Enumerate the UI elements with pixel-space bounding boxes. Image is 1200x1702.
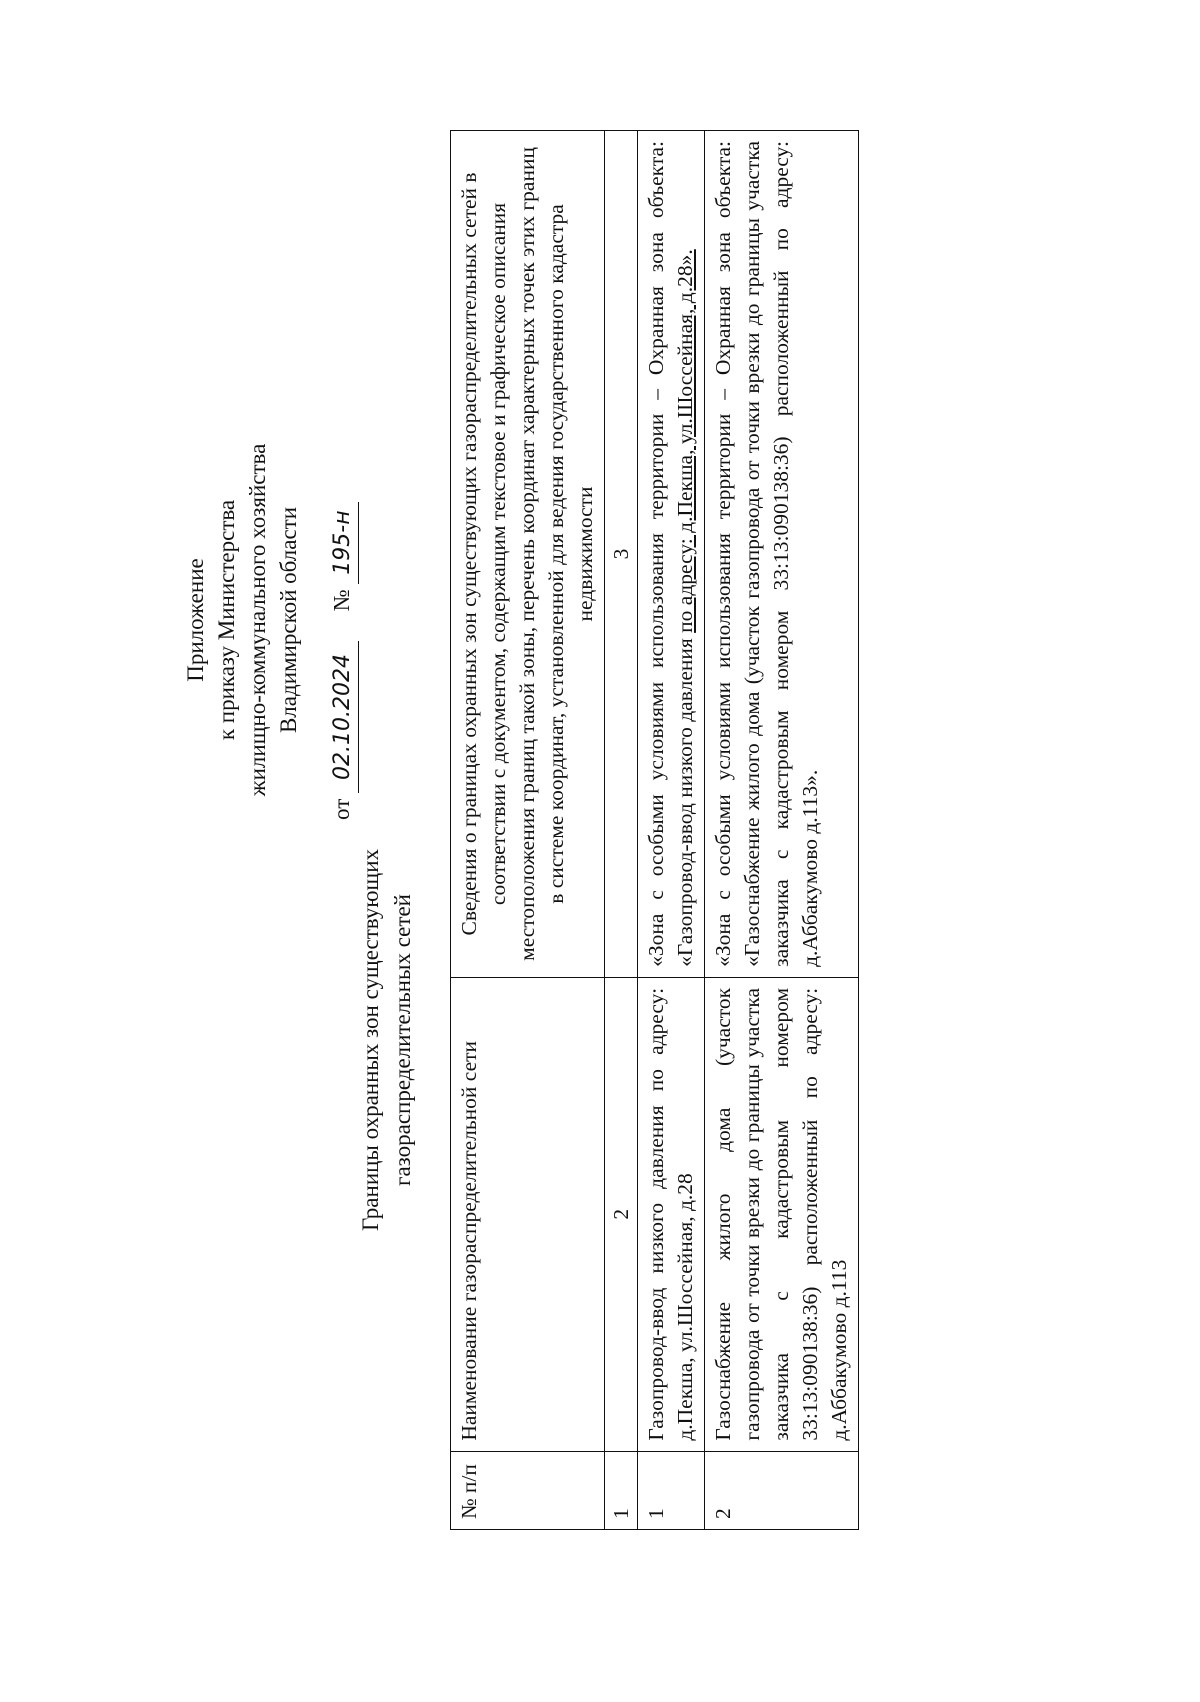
column-index-row (605, 131, 638, 1530)
document-page (160, 110, 1040, 1650)
row-1-info-address: по адресу: д.Пекша, ул.Шоссейная, д.28». (673, 249, 697, 633)
header-num: № п/п (451, 1451, 605, 1529)
order-reference: к приказу Министерства (214, 499, 239, 741)
document-title (355, 760, 419, 1320)
row-2-name: Газоснабжение жилого дома (участок газопровода от точки врезки до границы участка заказчика с кадастровым номером 33:13:090138:36) расположенный по адресу: д.Аббакумово д.113 (705, 977, 859, 1451)
row-1-num: 1 (638, 1451, 705, 1529)
appendix-header (180, 410, 359, 830)
index-cell-1: 1 (605, 1451, 638, 1529)
table-header-row (451, 131, 605, 1530)
table-row (638, 131, 705, 1530)
table-row (705, 131, 859, 1530)
title-line-1: Границы охранных зон существующих (358, 848, 383, 1232)
title-line-2: газораспределительных сетей (390, 894, 415, 1186)
ministry-name: жилищно-коммунального хозяйства (245, 443, 270, 797)
date-prefix: от (329, 798, 354, 820)
row-1-info-main: «Зона с особыми условиями использования территории – Охранная зона объекта: «Газопровод-ввод низкого давления (644, 141, 697, 967)
header-info: Сведения о границах охранных зон существующих газораспределительных сетей в соответствии с документом, содержащим текстовое и графическое описания местоположения границ такой зоны, перечень координат характерных точек этих границ в системе координат, установленной для ведения государственного кадастра недвижимости (451, 131, 605, 978)
order-date-handwritten: 02.10.2024 (327, 641, 359, 793)
number-sign: № (329, 589, 354, 612)
region-name: Владимирской области (276, 506, 301, 734)
header-name: Наименование газораспределительной сети (451, 977, 605, 1451)
index-cell-2: 2 (605, 977, 638, 1451)
protection-zones-table (450, 130, 859, 1530)
order-number-handwritten: 195-н (327, 502, 359, 584)
row-1-info (638, 131, 705, 978)
row-2-info: «Зона с особыми условиями использования территории – Охранная зона объекта: «Газоснабжение жилого дома (участок газопровода от точки врезки до границы участка заказчика с кадастровым номером 33:13:090138:36) расположенный по адресу: д.Аббакумово д.113». (705, 131, 859, 978)
row-1-name: Газопровод-ввод низкого давления по адресу: д.Пекша, ул.Шоссейная, д.28 (638, 977, 705, 1451)
appendix-label: Приложение (183, 558, 208, 682)
row-2-num: 2 (705, 1451, 859, 1529)
index-cell-3: 3 (605, 131, 638, 978)
